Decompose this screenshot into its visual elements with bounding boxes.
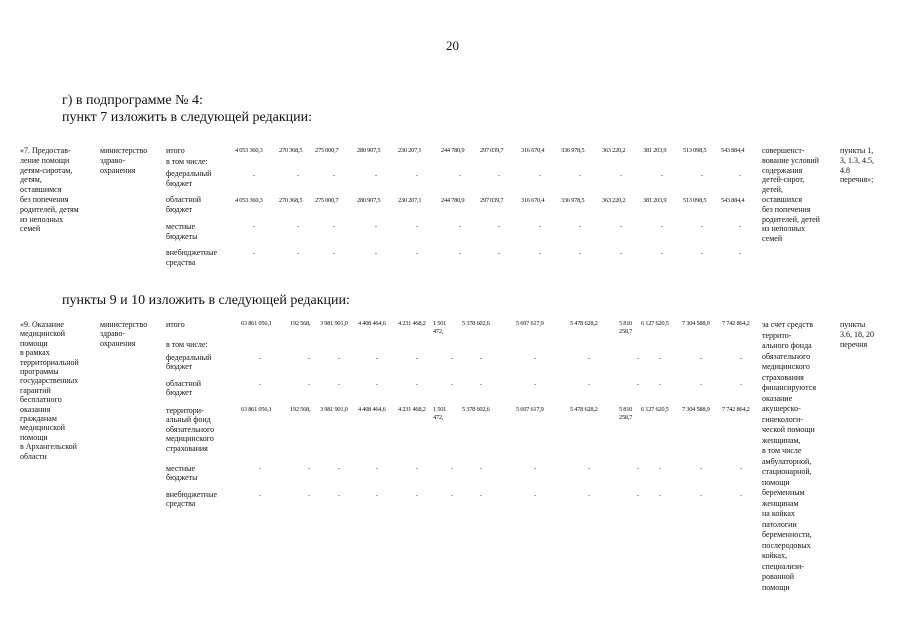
- item9-amount-dash: -: [259, 492, 261, 499]
- item9-amount-dash: -: [338, 355, 340, 362]
- item9-amount-total: 5 697 617,9: [516, 320, 544, 327]
- item9-amount-total: 5 810 258,7: [619, 320, 633, 335]
- item9-result-line: за счет средств: [762, 320, 814, 329]
- item9-result-line: террито-: [762, 330, 792, 340]
- item7-name-line: ление помощи: [20, 155, 70, 165]
- section2-heading-line: пункты 9 и 10 изложить в следующей редакции:: [62, 293, 350, 308]
- item9-amount-dash: -: [259, 355, 261, 362]
- item9-amount-dash: -: [637, 381, 639, 388]
- item9-amount-dash: -: [338, 492, 340, 499]
- item7-amount-dash: -: [620, 223, 622, 230]
- item7-executor: [100, 146, 160, 175]
- item7-amount-dash: -: [739, 223, 741, 230]
- item7-amount-dash: -: [416, 172, 418, 179]
- item9-result-line: ческой помощи: [762, 425, 815, 434]
- item9-name-line: «9. Оказание: [20, 320, 64, 329]
- item7-amount-total: 244 780,9: [441, 147, 465, 154]
- item9-points: [840, 320, 894, 349]
- item9-amount-total: 7 304 588,9: [682, 320, 710, 327]
- item9-result-line: рованной: [762, 572, 795, 581]
- item9-amount-dash: -: [659, 492, 661, 499]
- item7-amount-total: 270 368,5: [279, 147, 303, 154]
- item9-amount-dash: -: [308, 492, 310, 499]
- item7-points-line: 4.8: [840, 165, 850, 175]
- item9-amount-dash: -: [534, 465, 536, 472]
- item7-result-line: детей,: [762, 185, 783, 195]
- item9-amount-fund: 5 697 617,9: [516, 406, 544, 413]
- item9-amount-dash: -: [637, 355, 639, 362]
- item7-amount-dash: -: [739, 172, 741, 179]
- item7-amount-total: 336 978,5: [561, 147, 585, 154]
- item9-result-line: койках,: [762, 551, 788, 560]
- item7-amount-dash: -: [620, 250, 622, 257]
- item9-amount-dash: -: [416, 492, 418, 499]
- item7-source-label-line: внебюджетные: [166, 248, 217, 257]
- item9-amount-dash: -: [659, 465, 661, 472]
- item7-source-label-line: местные: [166, 222, 196, 231]
- item7-amount-dash: -: [297, 223, 299, 230]
- item9-amount-dash: -: [659, 355, 661, 362]
- item9-amount-dash: -: [588, 465, 590, 472]
- item9-amount-dash: -: [451, 465, 453, 472]
- item7-amount-total: 363 220,2: [602, 147, 626, 154]
- item9-amount-dash: -: [740, 492, 742, 499]
- item9-amount-fund: 7 304 588,9: [682, 406, 710, 413]
- item9-amount-dash: -: [308, 465, 310, 472]
- item9-source-label-line: бюджет: [166, 362, 193, 372]
- item7-amount-dash: -: [375, 250, 377, 257]
- item7-amount-dash: -: [498, 172, 500, 179]
- item9-amount-dash: -: [700, 465, 702, 472]
- item7-amount-dash: -: [579, 250, 581, 257]
- item7-name-line: детям,: [20, 175, 42, 185]
- page-number: 20: [446, 38, 459, 53]
- section1-heading-line2: пункт 7 изложить в следующей редакции:: [62, 110, 312, 125]
- item7-source-label-line: федеральный: [166, 169, 212, 178]
- item7-result-line: без попечения: [762, 204, 811, 214]
- item7-name-line: семей: [20, 224, 41, 234]
- item7-points-line: пункты 1,: [840, 146, 874, 155]
- item9-source-label-line: территори-: [166, 406, 204, 415]
- item7-amount-total: 4 053 360,3: [235, 147, 263, 154]
- item7-result-line: содержания: [762, 165, 803, 175]
- item7-points: [840, 146, 890, 185]
- item7-result-line: оставшихся: [762, 194, 803, 204]
- item9-amount-dash: -: [637, 492, 639, 499]
- item7-source-label-line: в том числе:: [166, 157, 208, 166]
- item7-amount-dash: -: [297, 172, 299, 179]
- item9-name-line: бесплатного: [20, 395, 62, 405]
- item7-amount-dash: -: [539, 250, 541, 257]
- item9-amount-dash: -: [740, 355, 742, 362]
- item7-name-line: детям-сиротам,: [20, 165, 73, 175]
- item7-amount-dash: -: [661, 172, 663, 179]
- item7-source-label-line: бюджет: [166, 204, 193, 214]
- item9-name-line: территориальной: [20, 357, 79, 367]
- item9-source-label-line: в том числе:: [166, 340, 208, 349]
- item7-amount-dash: -: [539, 172, 541, 179]
- item7-amount-dash: -: [579, 223, 581, 230]
- item9-amount-dash: -: [534, 355, 536, 362]
- item9-amount-dash: -: [376, 355, 378, 362]
- item7-amount-total: 280 907,5: [357, 147, 381, 154]
- item7-source-label: [166, 169, 230, 188]
- item9-executor-line: министерство: [100, 320, 148, 329]
- item9-source-label-line: страхования: [166, 443, 208, 453]
- item9-result-line: послеродовых: [762, 540, 811, 550]
- item7-source-label-line: бюджеты: [166, 231, 198, 241]
- item7-amount-dash: -: [459, 223, 461, 230]
- item7-result-line: семей: [762, 234, 783, 244]
- item9-result-line: беременным: [762, 488, 805, 497]
- item9-amount-dash: -: [416, 381, 418, 388]
- item7-amount-regional: 280 907,5: [357, 197, 381, 204]
- item9-name-line: в рамках: [20, 348, 50, 358]
- item7-amount-dash: -: [375, 172, 377, 179]
- item9-amount-dash: -: [700, 381, 702, 388]
- item9-amount-dash: -: [637, 465, 639, 472]
- item9-amount-fund: 4 231 468,2: [398, 406, 426, 413]
- item7-amount-dash: -: [253, 223, 255, 230]
- item9-name-line: медицинской: [20, 423, 66, 433]
- item9-name-line: гражданам: [20, 414, 57, 424]
- item9-amount-dash: -: [700, 492, 702, 499]
- item7-amount-dash: -: [498, 250, 500, 257]
- item9-name-line: программы: [20, 367, 59, 377]
- item7-amount-regional: 363 220,2: [602, 197, 626, 204]
- item9-amount-total: 5 478 628,2: [570, 320, 598, 327]
- item9-amount-dash: -: [338, 465, 340, 472]
- item9-amount-dash: -: [740, 381, 742, 388]
- item7-name-line: без попечения: [20, 194, 69, 204]
- item9-source-label-line: бюджеты: [166, 473, 198, 483]
- item9-source-label-line: федеральный: [166, 353, 212, 362]
- item9-name-line: в Архангельской: [20, 442, 77, 452]
- item7-amount-dash: -: [333, 250, 335, 257]
- item7-amount-dash: -: [539, 223, 541, 230]
- item9-name: [20, 320, 98, 461]
- item9-result-line: на койках: [762, 509, 795, 518]
- item7-amount-regional: 316 670,4: [521, 197, 545, 204]
- item9-amount-dash: -: [376, 492, 378, 499]
- item7-source-label-line: средства: [166, 257, 196, 267]
- item9-amount-dash: -: [534, 381, 536, 388]
- item7-amount-dash: -: [661, 223, 663, 230]
- item7-amount-dash: -: [579, 172, 581, 179]
- item7-source-label-line: областной: [166, 195, 202, 204]
- item9-source-label: [166, 340, 230, 349]
- item9-amount-fund: 7 742 864,2: [722, 406, 750, 413]
- item9-amount-dash: -: [588, 492, 590, 499]
- item7-source-label: [166, 222, 230, 241]
- section1-heading: [62, 92, 312, 126]
- item9-source-label-line: внебюджетные: [166, 490, 217, 499]
- item9-amount-dash: -: [308, 355, 310, 362]
- item9-result-line: помощи: [762, 582, 790, 592]
- item7-result-line: вование условий: [762, 155, 819, 165]
- item9-result-line: патологии: [762, 519, 797, 529]
- item9-source-label-line: местные: [166, 464, 196, 473]
- item9-points-line: 3.6, 18, 20: [840, 329, 874, 339]
- section1-heading-line1: г) в подпрограмме № 4:: [62, 93, 203, 108]
- item7-name-line: из неполных: [20, 214, 64, 224]
- item7-amount-total: 316 670,4: [521, 147, 545, 154]
- item9-amount-fund: 63 861 056,1: [241, 406, 272, 413]
- item9-amount-dash: -: [700, 355, 702, 362]
- item9-result-line: амбулаторной,: [762, 456, 812, 466]
- item7-amount-total: 275 000,7: [315, 147, 339, 154]
- item7-result-line: детей-сирот,: [762, 175, 805, 185]
- item9-name-line: области: [20, 451, 47, 461]
- item9-executor: [100, 320, 160, 348]
- item7-amount-dash: -: [620, 172, 622, 179]
- item7-executor-line: министерство: [100, 146, 148, 155]
- item9-amount-dash: -: [308, 381, 310, 388]
- item7-amount-regional: 513 098,5: [683, 197, 707, 204]
- item9-source-label-line: обязательного: [166, 424, 215, 434]
- item7-source-label-line: итого: [166, 146, 185, 155]
- item7-name-line: родителей, детям: [20, 204, 79, 214]
- item9-points-line: перечня: [840, 339, 868, 349]
- item7-amount-regional: 244 780,9: [441, 197, 465, 204]
- item9-result-line: специализи-: [762, 561, 804, 571]
- item7-amount-dash: -: [333, 172, 335, 179]
- item7-amount-regional: 230 207,1: [398, 197, 422, 204]
- item9-result-line: стационарной,: [762, 467, 812, 476]
- item7-amount-dash: -: [701, 172, 703, 179]
- item9-amount-dash: -: [480, 355, 482, 362]
- item7-amount-dash: -: [416, 223, 418, 230]
- item9-amount-fund: 5 378 602,6: [462, 406, 490, 413]
- item9-amount-dash: -: [376, 465, 378, 472]
- item9-source-label-line: бюджет: [166, 388, 193, 398]
- item9-result: [762, 320, 834, 593]
- item7-amount-dash: -: [701, 223, 703, 230]
- item7-result-line: из неполных: [762, 224, 806, 234]
- item7-amount-total: 230 207,1: [398, 147, 422, 154]
- item9-amount-total: 7 742 864,2: [722, 320, 750, 327]
- item9-amount-fund: 1 501 472,: [433, 406, 447, 421]
- item7-amount-dash: -: [459, 172, 461, 179]
- item9-amount-total: 1 501 472,: [433, 320, 447, 335]
- item9-amount-dash: -: [451, 492, 453, 499]
- item9-name-line: помощи: [20, 432, 48, 442]
- item7-points-line: 3, 1.3, 4.5,: [840, 155, 874, 165]
- item9-amount-total: 63 861 056,1: [241, 320, 272, 327]
- item9-amount-total: 192 568,: [290, 320, 311, 327]
- item7-amount-total: 297 039,7: [480, 147, 504, 154]
- item9-result-line: обязательного: [762, 351, 811, 361]
- item7-amount-dash: -: [701, 250, 703, 257]
- item9-name-line: государственных: [20, 376, 79, 386]
- item7-amount-dash: -: [498, 223, 500, 230]
- item9-source-label: [166, 406, 230, 453]
- item9-amount-total: 4 231 468,2: [398, 320, 426, 327]
- item7-source-label: [166, 146, 230, 156]
- item9-amount-dash: -: [259, 381, 261, 388]
- item7-amount-dash: -: [253, 172, 255, 179]
- item9-source-label: [166, 379, 230, 398]
- item7-amount-dash: -: [661, 250, 663, 257]
- item7-amount-total: 543 884,4: [721, 147, 745, 154]
- item9-source-label-line: итого: [166, 320, 185, 329]
- item9-result-line: оказание: [762, 393, 793, 403]
- item9-executor-line: здраво-: [100, 329, 126, 339]
- item7-amount-regional: 270 368,5: [279, 197, 303, 204]
- item9-result-line: медицинского: [762, 362, 810, 371]
- item9-amount-fund: 5 810 258,7: [619, 406, 633, 421]
- item7-amount-total: 513 098,5: [683, 147, 707, 154]
- item9-amount-total: 4 408 464,6: [358, 320, 386, 327]
- item7-source-label: [166, 195, 230, 214]
- item9-amount-fund: 192 568,: [290, 406, 311, 413]
- item9-amount-dash: -: [480, 492, 482, 499]
- item7-source-label: [166, 248, 230, 267]
- item7-amount-total: 381 203,9: [643, 147, 667, 154]
- item9-amount-dash: -: [416, 355, 418, 362]
- item7-amount-regional: 381 203,9: [643, 197, 667, 204]
- item7-amount-dash: -: [416, 250, 418, 257]
- item7-amount-dash: -: [459, 250, 461, 257]
- item7-executor-line: охранения: [100, 165, 136, 175]
- item9-amount-dash: -: [534, 492, 536, 499]
- item7-amount-dash: -: [739, 250, 741, 257]
- item7-amount-regional: 543 884,4: [721, 197, 745, 204]
- item9-result-line: финансируются: [762, 383, 816, 392]
- item9-amount-dash: -: [480, 381, 482, 388]
- item9-name-line: оказания: [20, 404, 51, 414]
- item7-amount-dash: -: [375, 223, 377, 230]
- item9-amount-total: 6 127 620,5: [641, 320, 669, 327]
- item9-executor-line: охранения: [100, 338, 136, 348]
- item9-amount-fund: 3 981 901,0: [320, 406, 348, 413]
- item9-amount-fund: 6 127 620,5: [641, 406, 669, 413]
- item9-amount-dash: -: [451, 381, 453, 388]
- item7-result: [762, 146, 836, 244]
- item9-amount-dash: -: [451, 355, 453, 362]
- item9-source-label: [166, 490, 230, 509]
- item9-result-line: женщинам,: [762, 435, 801, 445]
- item9-source-label-line: средства: [166, 499, 196, 509]
- item9-source-label-line: альный фонд: [166, 415, 211, 425]
- item9-result-line: гинекологи-: [762, 414, 803, 424]
- item9-result-line: страхования: [762, 372, 804, 382]
- item7-executor-line: здраво-: [100, 155, 126, 165]
- item9-source-label-line: медицинского: [166, 434, 214, 444]
- item9-amount-total: 3 981 901,0: [320, 320, 348, 327]
- item9-name-line: гарантий: [20, 385, 51, 395]
- item9-amount-dash: -: [376, 381, 378, 388]
- item7-amount-regional: 297 039,7: [480, 197, 504, 204]
- item9-amount-dash: -: [416, 465, 418, 472]
- item9-source-label-line: областной: [166, 379, 202, 388]
- item7-amount-regional: 275 000,7: [315, 197, 339, 204]
- item9-result-line: помощи: [762, 477, 790, 487]
- item7-amount-dash: -: [333, 223, 335, 230]
- item7-source-label-line: бюджет: [166, 178, 193, 188]
- item9-amount-dash: -: [588, 355, 590, 362]
- item9-amount-fund: 5 478 628,2: [570, 406, 598, 413]
- item9-amount-dash: -: [338, 381, 340, 388]
- item9-source-label: [166, 353, 230, 372]
- item7-name-line: «7. Предостав-: [20, 146, 71, 155]
- item9-amount-fund: 4 408 464,6: [358, 406, 386, 413]
- item7-name-line: оставшимся: [20, 185, 62, 195]
- item9-amount-dash: -: [480, 465, 482, 472]
- item9-name-line: медицинской: [20, 329, 66, 339]
- item7-result-line: совершенст-: [762, 146, 805, 155]
- item7-points-line: перечня»;: [840, 175, 874, 185]
- item7-amount-regional: 336 978,5: [561, 197, 585, 204]
- item9-result-line: акушерско-: [762, 404, 801, 413]
- item9-amount-dash: -: [588, 381, 590, 388]
- item9-amount-dash: -: [659, 381, 661, 388]
- item9-amount-total: 5 378 602,6: [462, 320, 490, 327]
- item9-source-label: [166, 320, 230, 329]
- item9-result-line: ального фонда: [762, 341, 812, 350]
- item7-name: [20, 146, 98, 234]
- item9-result-line: женщинам: [762, 498, 799, 508]
- section2-heading: [62, 292, 350, 309]
- item9-result-line: в том числе: [762, 446, 802, 455]
- item9-name-line: помощи: [20, 338, 48, 348]
- item9-points-line: пункты: [840, 320, 866, 329]
- item9-amount-dash: -: [740, 465, 742, 472]
- item9-result-line: беременности,: [762, 530, 812, 539]
- item9-amount-dash: -: [259, 465, 261, 472]
- item9-source-label: [166, 464, 230, 483]
- item7-source-label: [166, 157, 230, 167]
- item7-result-line: родителей, детей: [762, 214, 820, 224]
- item7-amount-regional: 4 053 360,3: [235, 197, 263, 204]
- item7-amount-dash: -: [253, 250, 255, 257]
- item7-amount-dash: -: [297, 250, 299, 257]
